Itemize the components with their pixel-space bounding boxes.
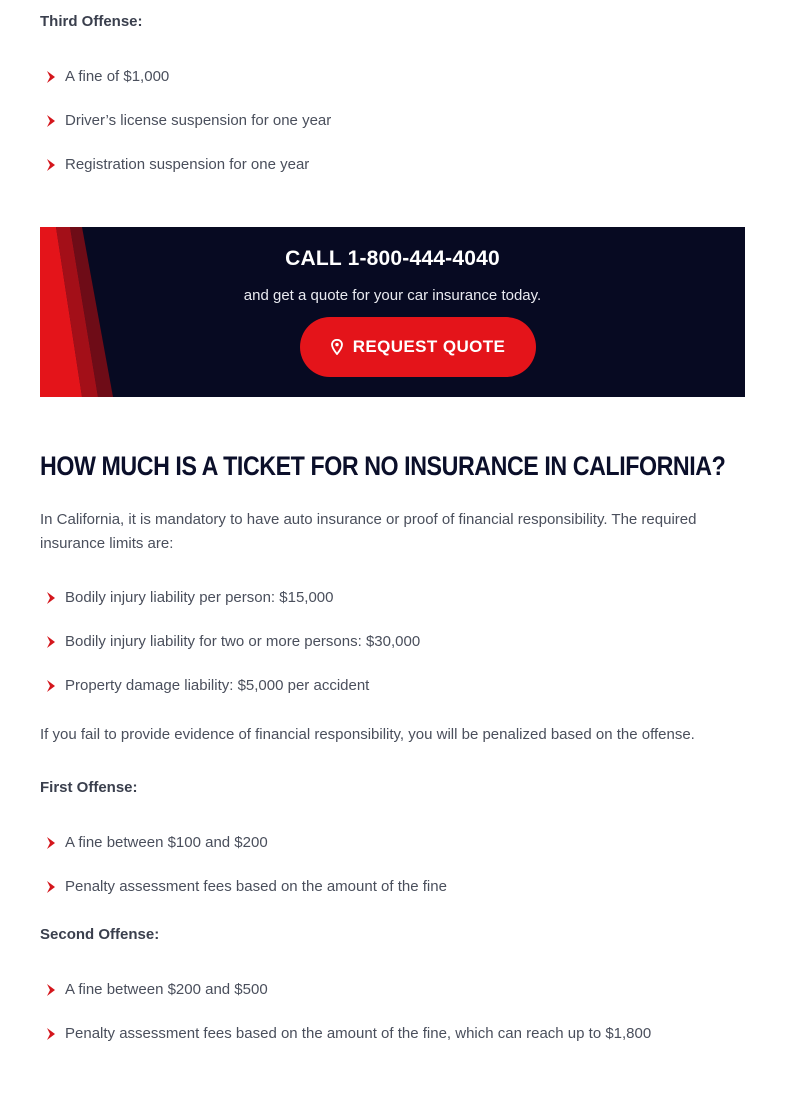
list-item: Driver’s license suspension for one year (40, 110, 331, 154)
list-item: Penalty assessment fees based on the amount of the fine (40, 876, 447, 920)
cta-subtext: and get a quote for your car insurance today. (243, 287, 542, 304)
second-offense-label: Second Offense: (40, 926, 160, 943)
map-pin-icon (331, 339, 343, 355)
chevron-right-icon (44, 836, 58, 850)
section-heading: HOW MUCH IS A TICKET FOR NO INSURANCE IN CALIFORNIA? (40, 451, 726, 481)
chevron-right-icon (44, 591, 58, 605)
list-item: Registration suspension for one year (40, 154, 331, 198)
second-offense-list (40, 979, 651, 1067)
list-item: Property damage liability: $5,000 per accident (40, 675, 420, 719)
request-quote-label: REQUEST QUOTE (352, 337, 506, 356)
first-offense-list (40, 832, 447, 920)
chevron-right-icon (44, 114, 58, 128)
chevron-right-icon (44, 880, 58, 894)
list-item: Bodily injury liability for two or more persons: $30,000 (40, 631, 420, 675)
list-item: A fine between $200 and $500 (40, 979, 651, 1023)
list-item: A fine between $100 and $200 (40, 832, 447, 876)
intro-paragraph: In California, it is mandatory to have auto insurance or proof of financial responsibility. The required insurance limits are: (40, 511, 697, 552)
penalty-paragraph: If you fail to provide evidence of financial responsibility, you will be penalized based on the offense. (40, 726, 695, 743)
chevron-right-icon (44, 158, 58, 172)
chevron-right-icon (44, 635, 58, 649)
chevron-right-icon (44, 983, 58, 997)
third-offense-list (40, 66, 331, 198)
first-offense-label: First Offense: (40, 779, 138, 796)
request-quote-button[interactable] (300, 317, 536, 377)
list-item: A fine of $1,000 (40, 66, 331, 110)
chevron-right-icon (44, 70, 58, 84)
cta-phone-number: CALL 1-800-444-4040 (285, 247, 500, 270)
list-item: Bodily injury liability per person: $15,000 (40, 587, 420, 631)
chevron-right-icon (44, 679, 58, 693)
call-to-action-banner (40, 227, 745, 397)
chevron-right-icon (44, 1027, 58, 1041)
list-item: Penalty assessment fees based on the amount of the fine, which can reach up to $1,800 (40, 1023, 651, 1067)
insurance-limits-list (40, 587, 420, 719)
third-offense-label: Third Offense: (40, 13, 143, 30)
